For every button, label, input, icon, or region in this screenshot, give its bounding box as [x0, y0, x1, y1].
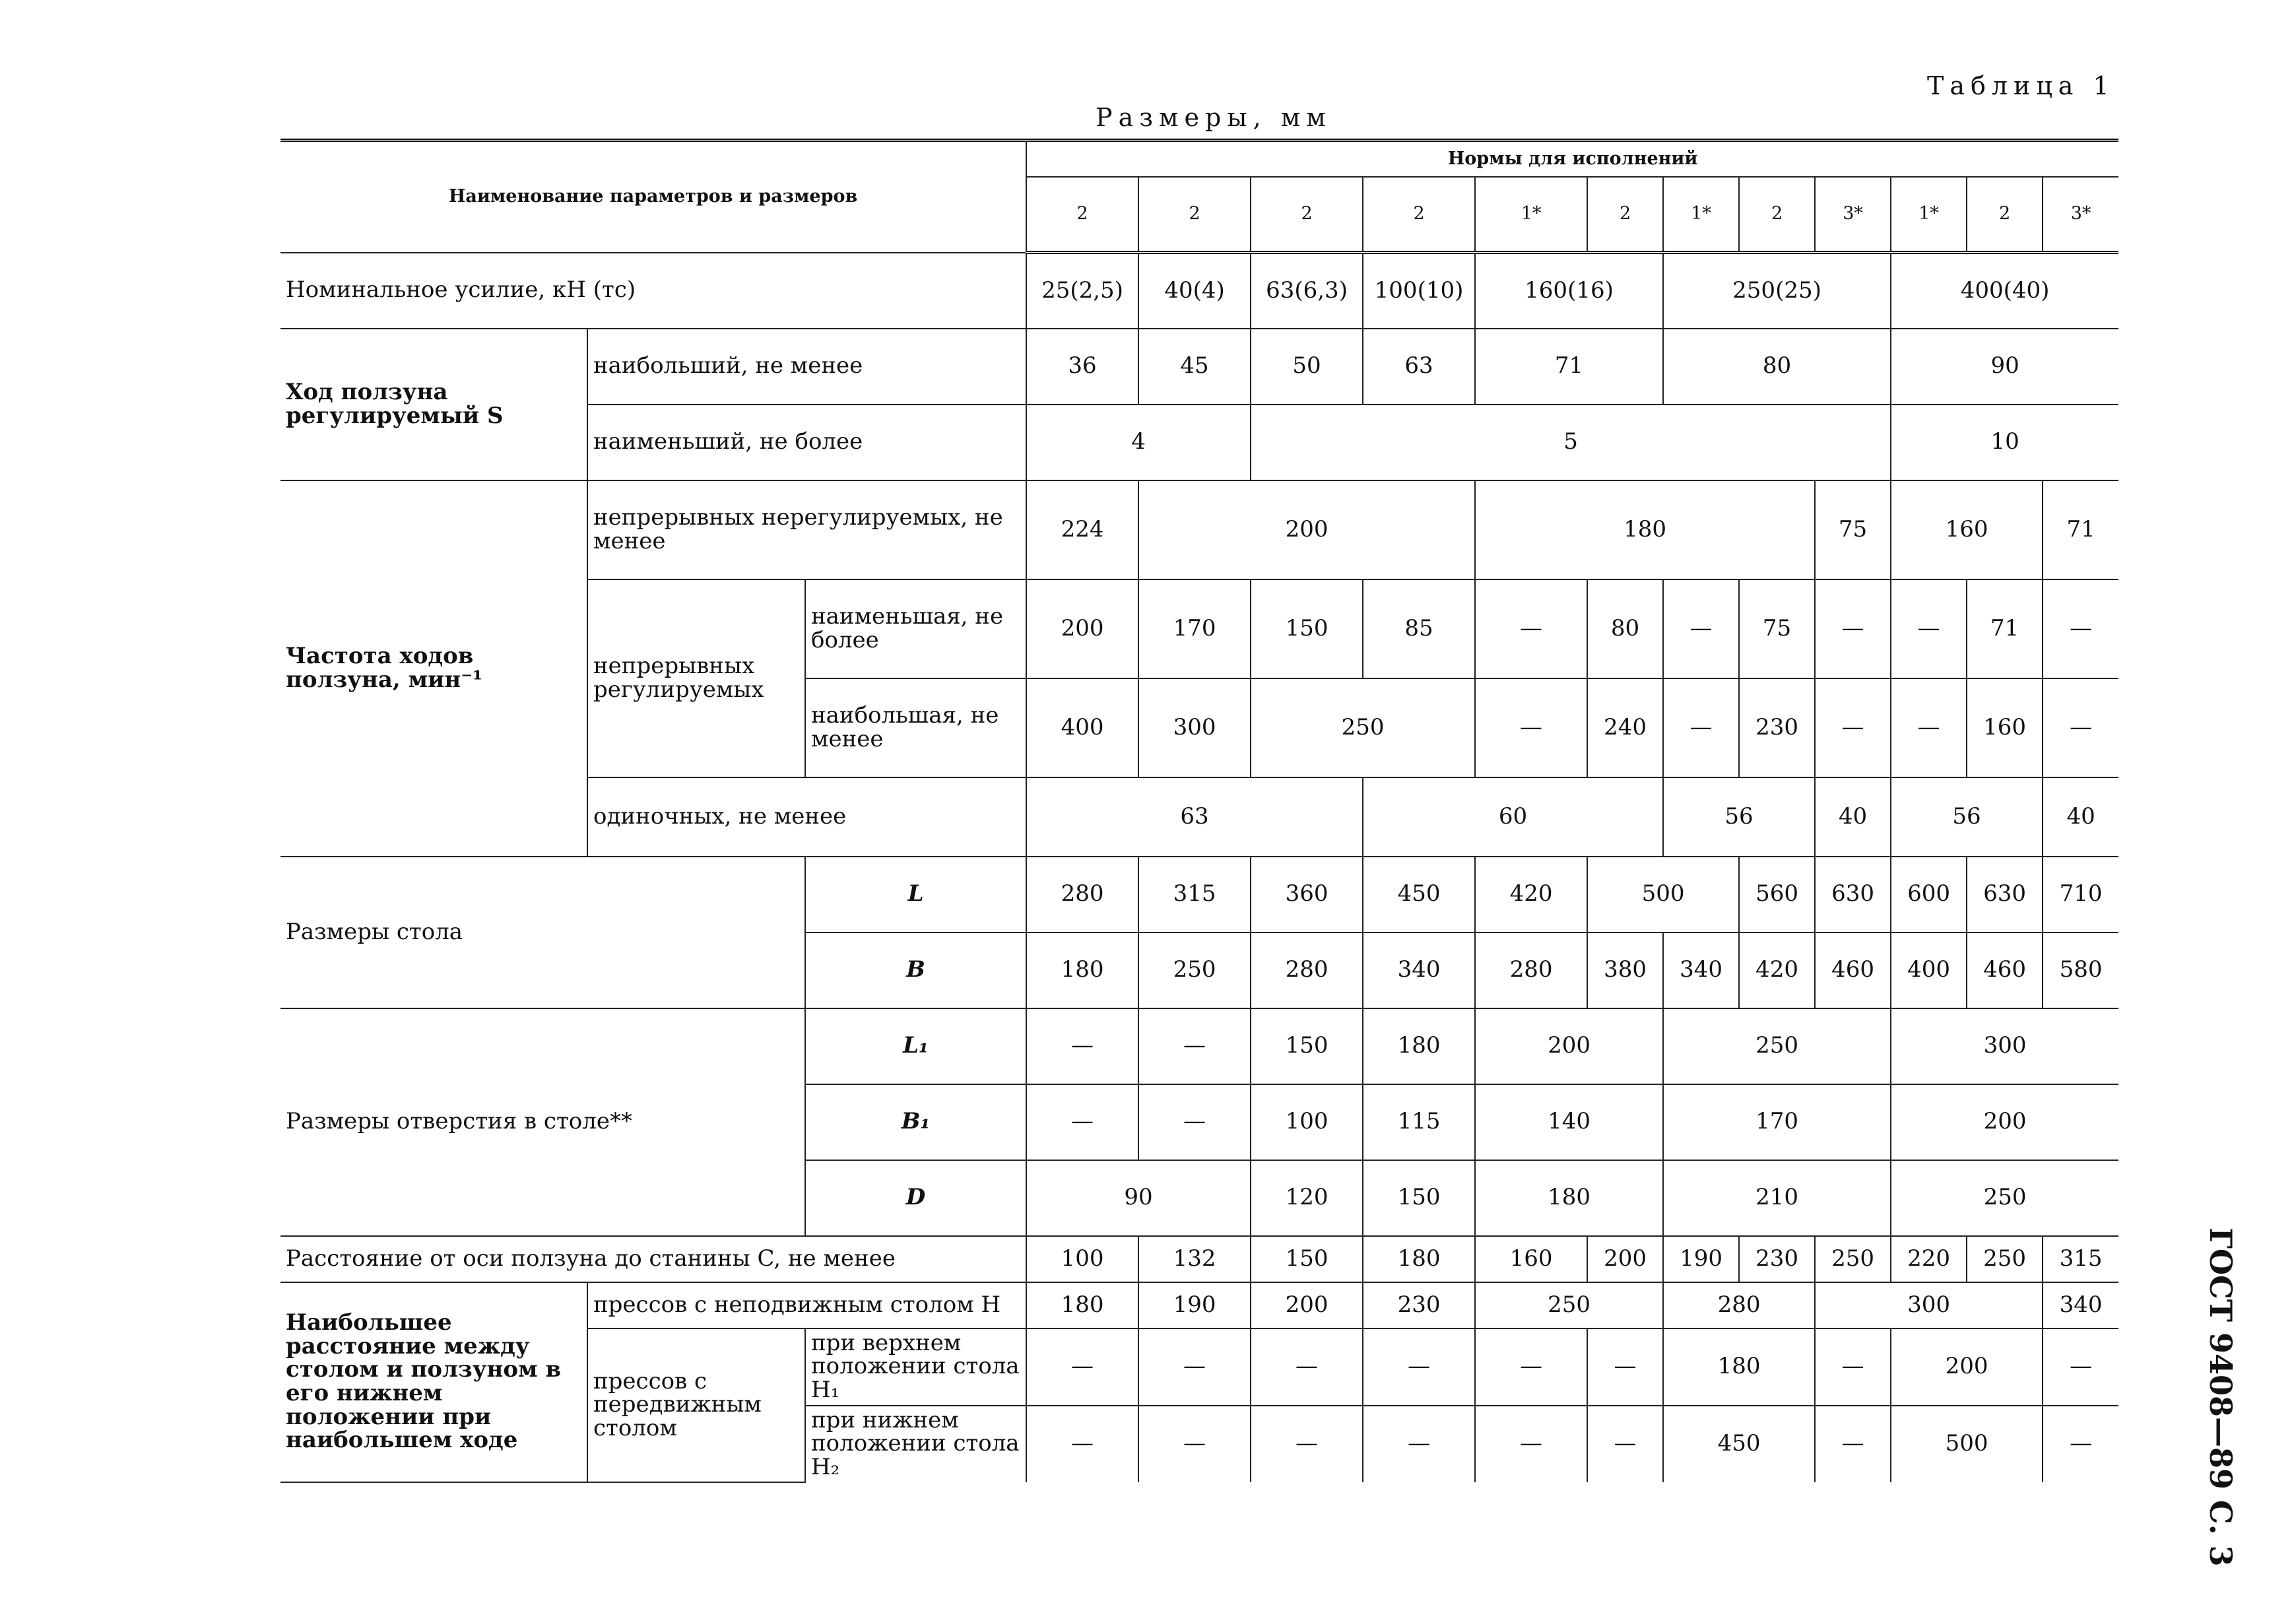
row-label-stroke: Ход ползуна регулируемый S [280, 329, 587, 480]
data-cell: 315 [1138, 857, 1251, 932]
data-cell: — [1138, 1084, 1251, 1160]
data-cell: — [1138, 1328, 1251, 1406]
data-cell: 80 [1587, 579, 1663, 678]
data-cell: 100(10) [1363, 253, 1475, 329]
data-cell: 140 [1475, 1084, 1663, 1160]
data-cell: 115 [1363, 1084, 1475, 1160]
data-cell: 150 [1251, 1008, 1363, 1084]
version-cell: 1* [1891, 177, 1967, 253]
data-cell: 56 [1891, 777, 2043, 857]
data-cell: 63 [1026, 777, 1363, 857]
data-cell: 280 [1475, 932, 1587, 1008]
data-cell: 250 [1475, 1282, 1663, 1328]
data-cell: 200 [1891, 1328, 2043, 1406]
row-label-single: одиночных, не менее [587, 777, 1026, 857]
data-cell: 170 [1663, 1084, 1891, 1160]
data-cell: 200 [1475, 1008, 1663, 1084]
data-cell: — [1363, 1328, 1475, 1406]
data-cell: — [1026, 1008, 1138, 1084]
data-cell: 100 [1026, 1236, 1138, 1282]
data-cell: — [1026, 1406, 1138, 1482]
data-cell: — [2043, 678, 2118, 777]
data-cell: 180 [1663, 1328, 1815, 1406]
data-cell: 190 [1663, 1236, 1739, 1282]
data-cell: 71 [2043, 480, 2118, 579]
row-label-stroke-min: наименьший, не более [587, 405, 1026, 480]
row-label-lower: при нижнем положении стола H₂ [805, 1406, 1026, 1482]
data-cell: — [2043, 1406, 2118, 1482]
data-cell: — [1815, 1406, 1891, 1482]
data-cell: 200 [1251, 1282, 1363, 1328]
data-cell: 200 [1891, 1084, 2118, 1160]
version-cell: 2 [1739, 177, 1815, 253]
data-cell: 40(4) [1138, 253, 1251, 329]
data-cell: 4 [1026, 405, 1251, 480]
data-cell: 250 [1891, 1160, 2118, 1236]
data-cell: 150 [1251, 579, 1363, 678]
data-cell: 340 [1663, 932, 1739, 1008]
symbol-L1: L₁ [805, 1008, 1026, 1084]
data-cell: 85 [1363, 579, 1475, 678]
data-cell: — [1138, 1008, 1251, 1084]
data-cell: 340 [2043, 1282, 2118, 1328]
data-cell: 250 [1815, 1236, 1891, 1282]
data-cell: 5 [1251, 405, 1891, 480]
data-cell: 360 [1251, 857, 1363, 932]
table-number: Таблица 1 [1927, 71, 2115, 100]
data-cell: 60 [1363, 777, 1663, 857]
data-cell: 630 [1815, 857, 1891, 932]
version-cell: 2 [1587, 177, 1663, 253]
data-cell: 250 [1967, 1236, 2043, 1282]
data-cell: 420 [1739, 932, 1815, 1008]
version-cell: 2 [1026, 177, 1138, 253]
data-cell: — [1251, 1328, 1363, 1406]
row-label-upper: при верхнем положении стола H₁ [805, 1328, 1026, 1406]
data-cell: 40 [2043, 777, 2118, 857]
data-cell: 150 [1251, 1236, 1363, 1282]
data-cell: 315 [2043, 1236, 2118, 1282]
header-param-col: Наименование параметров и размеров [280, 141, 1026, 253]
parameters-table [280, 139, 2118, 1483]
data-cell: 460 [1815, 932, 1891, 1008]
version-cell: 1* [1663, 177, 1739, 253]
data-cell: — [1815, 1328, 1891, 1406]
data-cell: 450 [1663, 1406, 1815, 1482]
data-cell: 280 [1026, 857, 1138, 932]
data-cell: — [1251, 1406, 1363, 1482]
row-label-cont-reg: непрерывных регулируемых [587, 579, 805, 777]
data-cell: 56 [1663, 777, 1815, 857]
data-cell: 180 [1475, 1160, 1663, 1236]
data-cell: 400 [1026, 678, 1138, 777]
data-cell: 300 [1891, 1008, 2118, 1084]
data-cell: 120 [1251, 1160, 1363, 1236]
data-cell: — [1815, 678, 1891, 777]
data-cell: 200 [1587, 1236, 1663, 1282]
data-cell: 340 [1363, 932, 1475, 1008]
data-cell: 580 [2043, 932, 2118, 1008]
data-cell: — [1587, 1328, 1663, 1406]
data-cell: 500 [1891, 1406, 2043, 1482]
data-cell: 710 [2043, 857, 2118, 932]
row-label-table-size: Размеры стола [280, 857, 805, 1008]
data-cell: 230 [1739, 678, 1815, 777]
data-cell: — [2043, 579, 2118, 678]
data-cell: 71 [1967, 579, 2043, 678]
row-label-fixed-table: прессов с неподвижным столом H [587, 1282, 1026, 1328]
data-cell: 400(40) [1891, 253, 2118, 329]
side-label [2201, 1208, 2239, 1577]
data-cell: 300 [1138, 678, 1251, 777]
data-cell: 460 [1967, 932, 2043, 1008]
data-cell: — [2043, 1328, 2118, 1406]
header-norms: Нормы для исполнений [1026, 141, 2118, 177]
version-cell: 2 [1251, 177, 1363, 253]
data-cell: — [1026, 1084, 1138, 1160]
row-label-freq: Частота ходов ползуна, мин⁻¹ [280, 480, 587, 857]
data-cell: 600 [1891, 857, 1967, 932]
data-cell: 75 [1739, 579, 1815, 678]
symbol-B1: B₁ [805, 1084, 1026, 1160]
data-cell: — [1663, 678, 1739, 777]
data-cell: 224 [1026, 480, 1138, 579]
row-label-hole: Размеры отверстия в столе** [280, 1008, 805, 1236]
data-cell: 200 [1138, 480, 1475, 579]
data-cell: 132 [1138, 1236, 1251, 1282]
data-cell: — [1891, 579, 1967, 678]
data-cell: 180 [1363, 1008, 1475, 1084]
data-cell: 180 [1026, 932, 1138, 1008]
data-cell: 10 [1891, 405, 2118, 480]
symbol-L: L [805, 857, 1026, 932]
data-cell: 210 [1663, 1160, 1891, 1236]
version-cell: 3* [2043, 177, 2118, 253]
data-cell: 63 [1363, 329, 1475, 405]
data-cell: 400 [1891, 932, 1967, 1008]
data-cell: 80 [1663, 329, 1891, 405]
data-cell: 450 [1363, 857, 1475, 932]
data-cell: 90 [1026, 1160, 1251, 1236]
data-cell: 160 [1475, 1236, 1587, 1282]
row-label-movable-table: прессов с передвижным столом [587, 1328, 805, 1482]
data-cell: 170 [1138, 579, 1251, 678]
data-cell: 180 [1363, 1236, 1475, 1282]
data-cell: 250 [1663, 1008, 1891, 1084]
data-cell: 500 [1587, 857, 1739, 932]
data-cell: 71 [1475, 329, 1663, 405]
row-label-force: Номинальное усилие, кН (тс) [280, 253, 1026, 329]
data-cell: — [1475, 1328, 1587, 1406]
version-cell: 3* [1815, 177, 1891, 253]
data-cell: — [1663, 579, 1739, 678]
data-cell: 380 [1587, 932, 1663, 1008]
row-label-reg-min: наименьшая, не более [805, 579, 1026, 678]
row-label-cont-nonreg: непрерывных нерегулируемых, не менее [587, 480, 1026, 579]
data-cell: 250(25) [1663, 253, 1891, 329]
data-cell: — [1363, 1406, 1475, 1482]
data-cell: 250 [1251, 678, 1475, 777]
version-cell: 2 [1363, 177, 1475, 253]
table-caption: Размеры, мм [1096, 103, 1332, 132]
symbol-B: B [805, 932, 1026, 1008]
row-label-stroke-max: наибольший, не менее [587, 329, 1026, 405]
data-cell: 280 [1663, 1282, 1815, 1328]
data-cell: 250 [1138, 932, 1251, 1008]
data-cell: — [1587, 1406, 1663, 1482]
data-cell: 150 [1363, 1160, 1475, 1236]
data-cell: 180 [1026, 1282, 1138, 1328]
data-cell: 280 [1251, 932, 1363, 1008]
data-cell: 36 [1026, 329, 1138, 405]
data-cell: 190 [1138, 1282, 1251, 1328]
data-cell: 90 [1891, 329, 2118, 405]
data-cell: 240 [1587, 678, 1663, 777]
data-cell: 230 [1363, 1282, 1475, 1328]
data-cell: 230 [1739, 1236, 1815, 1282]
data-cell: 630 [1967, 857, 2043, 932]
row-label-reg-max: наибольшая, не менее [805, 678, 1026, 777]
row-label-dist-c: Расстояние от оси ползуна до станины C, не менее [280, 1236, 1026, 1282]
data-cell: 40 [1815, 777, 1891, 857]
data-cell: 300 [1815, 1282, 2043, 1328]
data-cell: 75 [1815, 480, 1891, 579]
version-cell: 2 [1967, 177, 2043, 253]
data-cell: 160 [1891, 480, 2043, 579]
data-cell: 160 [1967, 678, 2043, 777]
data-cell: 25(2,5) [1026, 253, 1138, 329]
data-cell: 160(16) [1475, 253, 1663, 329]
data-cell: — [1138, 1406, 1251, 1482]
version-cell: 2 [1138, 177, 1251, 253]
data-cell: 100 [1251, 1084, 1363, 1160]
data-cell: — [1475, 678, 1587, 777]
data-cell: — [1891, 678, 1967, 777]
data-cell: — [1815, 579, 1891, 678]
data-cell: 45 [1138, 329, 1251, 405]
symbol-D: D [805, 1160, 1026, 1236]
data-cell: 63(6,3) [1251, 253, 1363, 329]
data-cell: 180 [1475, 480, 1815, 579]
data-cell: 220 [1891, 1236, 1967, 1282]
data-cell: 420 [1475, 857, 1587, 932]
data-cell: — [1026, 1328, 1138, 1406]
data-cell: 200 [1026, 579, 1138, 678]
data-cell: 50 [1251, 329, 1363, 405]
version-cell: 1* [1475, 177, 1587, 253]
data-cell: 560 [1739, 857, 1815, 932]
row-label-dist-h: Наибольшее расстояние между столом и ползуном в его нижнем положении при наибольшем ходе [280, 1282, 587, 1482]
standard-reference: ГОСТ 9408—89 С. 3 [2203, 1227, 2239, 1567]
data-cell: — [1475, 579, 1587, 678]
data-cell: — [1475, 1406, 1587, 1482]
